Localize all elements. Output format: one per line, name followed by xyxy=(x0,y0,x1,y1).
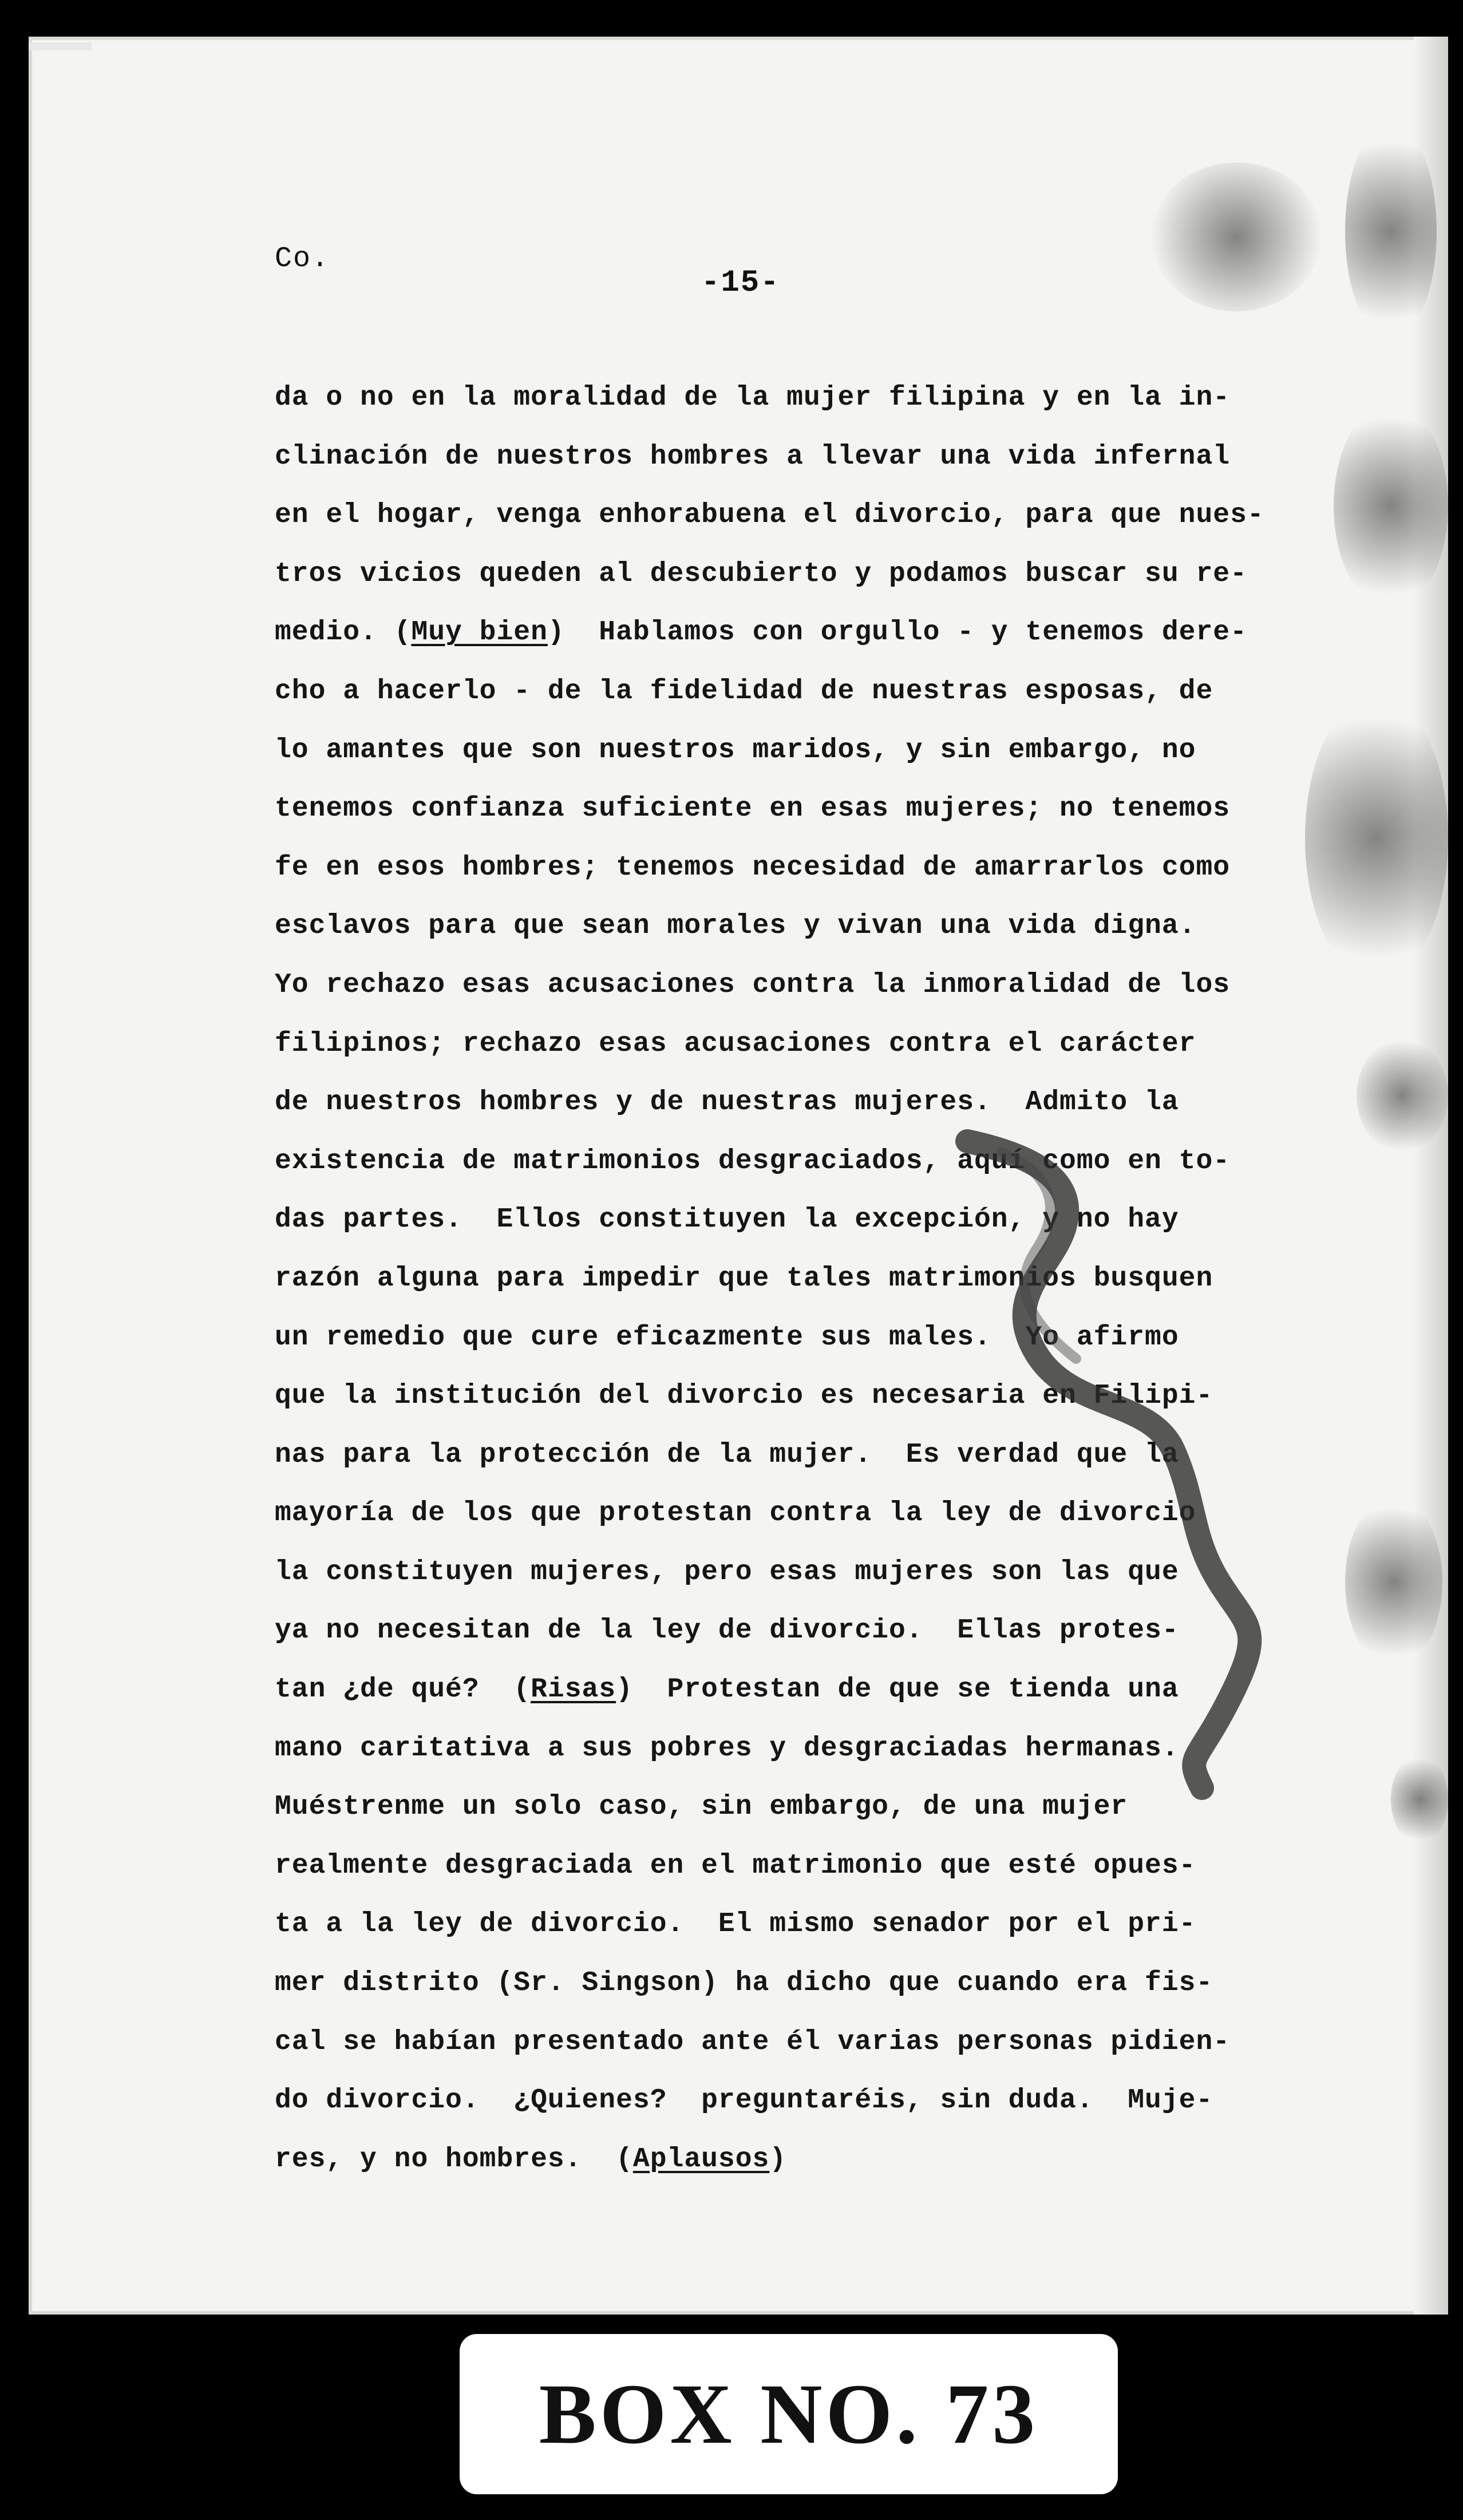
text-line: mano caritativa a sus pobres y desgraciadas hermanas. xyxy=(275,1732,1179,1764)
text-line: cal se habían presentado ante él varias personas pidien- xyxy=(275,2026,1231,2058)
line-segment: res, y no hombres. ( xyxy=(275,2143,633,2175)
ink-smudge xyxy=(1150,163,1322,311)
text-line: ya no necesitan de la ley de divorcio. Ellas protes- xyxy=(275,1615,1179,1647)
text-line: razón alguna para impedir que tales matrimonios busquen xyxy=(275,1263,1213,1294)
line-segment: ) Protestan de que se tienda una xyxy=(616,1674,1179,1706)
box-label xyxy=(460,2334,1118,2494)
page-edge-shadow xyxy=(1414,37,1448,2315)
page-number: -15- xyxy=(701,266,780,300)
header-left-marker: Co. xyxy=(275,243,330,275)
line-segment: medio. ( xyxy=(275,617,412,648)
text-line: lo amantes que son nuestros maridos, y sin embargo, no xyxy=(275,734,1196,766)
stage-direction: Risas xyxy=(531,1674,616,1706)
text-line: en el hogar, venga enhorabuena el divorcio, para que nues- xyxy=(275,500,1264,531)
text-line xyxy=(275,603,1351,662)
text-line: Yo rechazo esas acusaciones contra la inmoralidad de los xyxy=(275,969,1231,1000)
paper-corner-tab xyxy=(29,42,92,50)
text-line: fe en esos hombres; tenemos necesidad de amarrarlos como xyxy=(275,852,1231,883)
text-line: tros vicios queden al descubierto y podamos buscar su re- xyxy=(275,558,1247,590)
text-line: mer distrito (Sr. Singson) ha dicho que cuando era fis- xyxy=(275,1968,1213,1999)
text-line: esclavos para que sean morales y vivan una vida digna. xyxy=(275,911,1196,942)
text-line: mayoría de los que protestan contra la ley de divorcio xyxy=(275,1498,1196,1529)
text-line xyxy=(275,2130,1351,2189)
text-line xyxy=(275,1660,1351,1719)
text-line: la constituyen mujeres, pero esas mujeres son las que xyxy=(275,1556,1179,1588)
stage-direction: Muy bien xyxy=(411,617,548,648)
text-line: do divorcio. ¿Quienes? preguntaréis, sin duda. Muje- xyxy=(275,2085,1213,2117)
stage-direction: Aplausos xyxy=(632,2143,770,2175)
line-segment: ) Hablamos con orgullo - y tenemos dere- xyxy=(547,617,1247,648)
text-line: filipinos; rechazo esas acusaciones contra el carácter xyxy=(275,1028,1196,1059)
text-line: cho a hacerlo - de la fidelidad de nuestras esposas, de xyxy=(275,675,1213,707)
text-line: das partes. Ellos constituyen la excepción, y no hay xyxy=(275,1204,1179,1236)
box-label-text: BOX NO. 73 xyxy=(539,2367,1039,2462)
text-line: clinación de nuestros hombres a llevar una vida infernal xyxy=(275,441,1231,472)
text-line: tenemos confianza suficiente en esas mujeres; no tenemos xyxy=(275,793,1231,825)
text-line: un remedio que cure eficazmente sus males. Yo afirmo xyxy=(275,1322,1179,1353)
text-line: Muéstrenme un solo caso, sin embargo, de una mujer xyxy=(275,1791,1128,1823)
text-line: ta a la ley de divorcio. El mismo senador por el pri- xyxy=(275,1909,1196,1940)
document-page xyxy=(29,37,1448,2315)
line-segment: ) xyxy=(769,2143,787,2175)
text-line: que la institución del divorcio es necesaria en Filipi- xyxy=(275,1380,1213,1412)
line-segment: tan ¿de qué? ( xyxy=(275,1674,531,1706)
text-line: realmente desgraciada en el matrimonio que esté opues- xyxy=(275,1850,1196,1881)
text-line: existencia de matrimonios desgraciados, aquí como en to- xyxy=(275,1145,1231,1177)
body-text xyxy=(275,369,1351,2189)
text-line: nas para la protección de la mujer. Es verdad que la xyxy=(275,1439,1179,1470)
text-line: da o no en la moralidad de la mujer filipina y en la in- xyxy=(275,382,1231,413)
text-line: de nuestros hombres y de nuestras mujeres. Admito la xyxy=(275,1087,1179,1118)
